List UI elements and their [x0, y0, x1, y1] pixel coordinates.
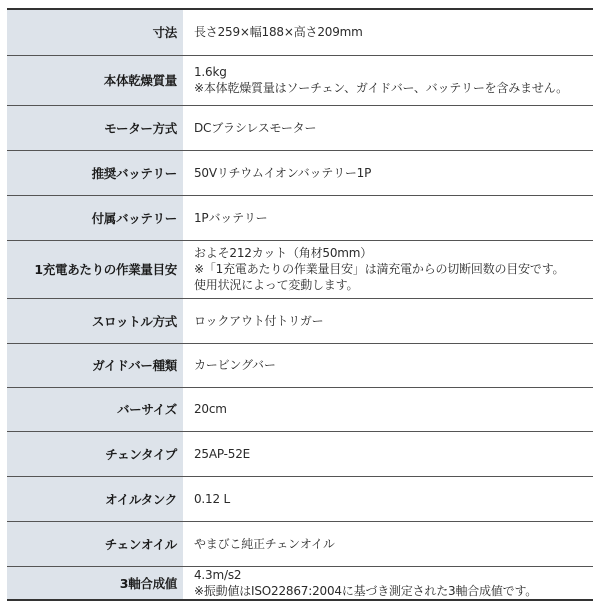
spec-row-vibration: [7, 566, 593, 600]
spec-label: 寸法: [7, 9, 183, 55]
spec-label: バーサイズ: [7, 387, 183, 431]
spec-value-note: 使用状況によって変動します。: [194, 278, 359, 292]
spec-value-note: ※「1充電あたりの作業量目安」は満充電からの切断回数の目安です。: [194, 262, 565, 276]
spec-value: [183, 387, 593, 431]
spec-label: オイルタンク: [7, 476, 183, 521]
spec-value: [183, 521, 593, 566]
spec-value: [183, 343, 593, 387]
spec-row-dimensions: [7, 9, 593, 55]
spec-value-line: 1.6kg: [194, 65, 227, 79]
spec-label: 3軸合成値: [7, 566, 183, 600]
spec-value-line: 長さ259×幅188×高さ209mm: [194, 25, 363, 40]
spec-value: [183, 150, 593, 195]
spec-row-oil-tank: [7, 476, 593, 521]
spec-value: [183, 240, 593, 298]
spec-row-throttle-type: [7, 298, 593, 343]
spec-label: チェンタイプ: [7, 431, 183, 476]
spec-value-line: やまびこ純正チェンオイル: [194, 536, 335, 551]
spec-row-guide-bar-type: [7, 343, 593, 387]
spec-row-recommended-battery: [7, 150, 593, 195]
spec-label: ガイドバー種類: [7, 343, 183, 387]
spec-value: [183, 9, 593, 55]
spec-value-line: 4.3m/s2: [194, 567, 242, 582]
spec-row-dry-weight: [7, 55, 593, 105]
spec-label: 本体乾燥質量: [7, 55, 183, 105]
spec-value-line: カービングバー: [194, 358, 276, 372]
spec-row-motor-type: [7, 105, 593, 150]
spec-value-note: ※本体乾燥質量はソーチェン、ガイドバー、バッテリーを含みません。: [194, 81, 568, 95]
spec-value: [183, 298, 593, 343]
spec-label: スロットル方式: [7, 298, 183, 343]
spec-value-note: ※振動値はISO22867:2004に基づき測定された3軸合成値です。: [194, 583, 538, 598]
spec-label: 付属バッテリー: [7, 195, 183, 240]
spec-value-line: およそ212カット（角材50mm）: [194, 246, 373, 260]
spec-label: チェンオイル: [7, 521, 183, 566]
spec-value: [183, 476, 593, 521]
spec-label: モーター方式: [7, 105, 183, 150]
spec-row-workload-per-charge: [7, 240, 593, 298]
spec-label: 推奨バッテリー: [7, 150, 183, 195]
spec-value: [183, 431, 593, 476]
spec-value-line: 25AP-52E: [194, 446, 251, 461]
spec-value: [183, 566, 593, 600]
spec-value-line: 50Vリチウムイオンバッテリー1P: [194, 165, 372, 180]
spec-value-line: 0.12 L: [194, 491, 231, 506]
spec-table: [7, 8, 593, 601]
spec-value: [183, 105, 593, 150]
spec-row-bar-size: [7, 387, 593, 431]
spec-label: 1充電あたりの作業量目安: [7, 240, 183, 298]
spec-value-line: ロックアウト付トリガー: [194, 313, 324, 328]
spec-value-line: 20cm: [194, 402, 227, 416]
spec-value-line: 1Pバッテリー: [194, 210, 268, 225]
spec-value: [183, 55, 593, 105]
spec-value-line: DCブラシレスモーター: [194, 120, 317, 135]
spec-row-included-battery: [7, 195, 593, 240]
spec-row-chain-type: [7, 431, 593, 476]
spec-value: [183, 195, 593, 240]
spec-row-chain-oil: [7, 521, 593, 566]
